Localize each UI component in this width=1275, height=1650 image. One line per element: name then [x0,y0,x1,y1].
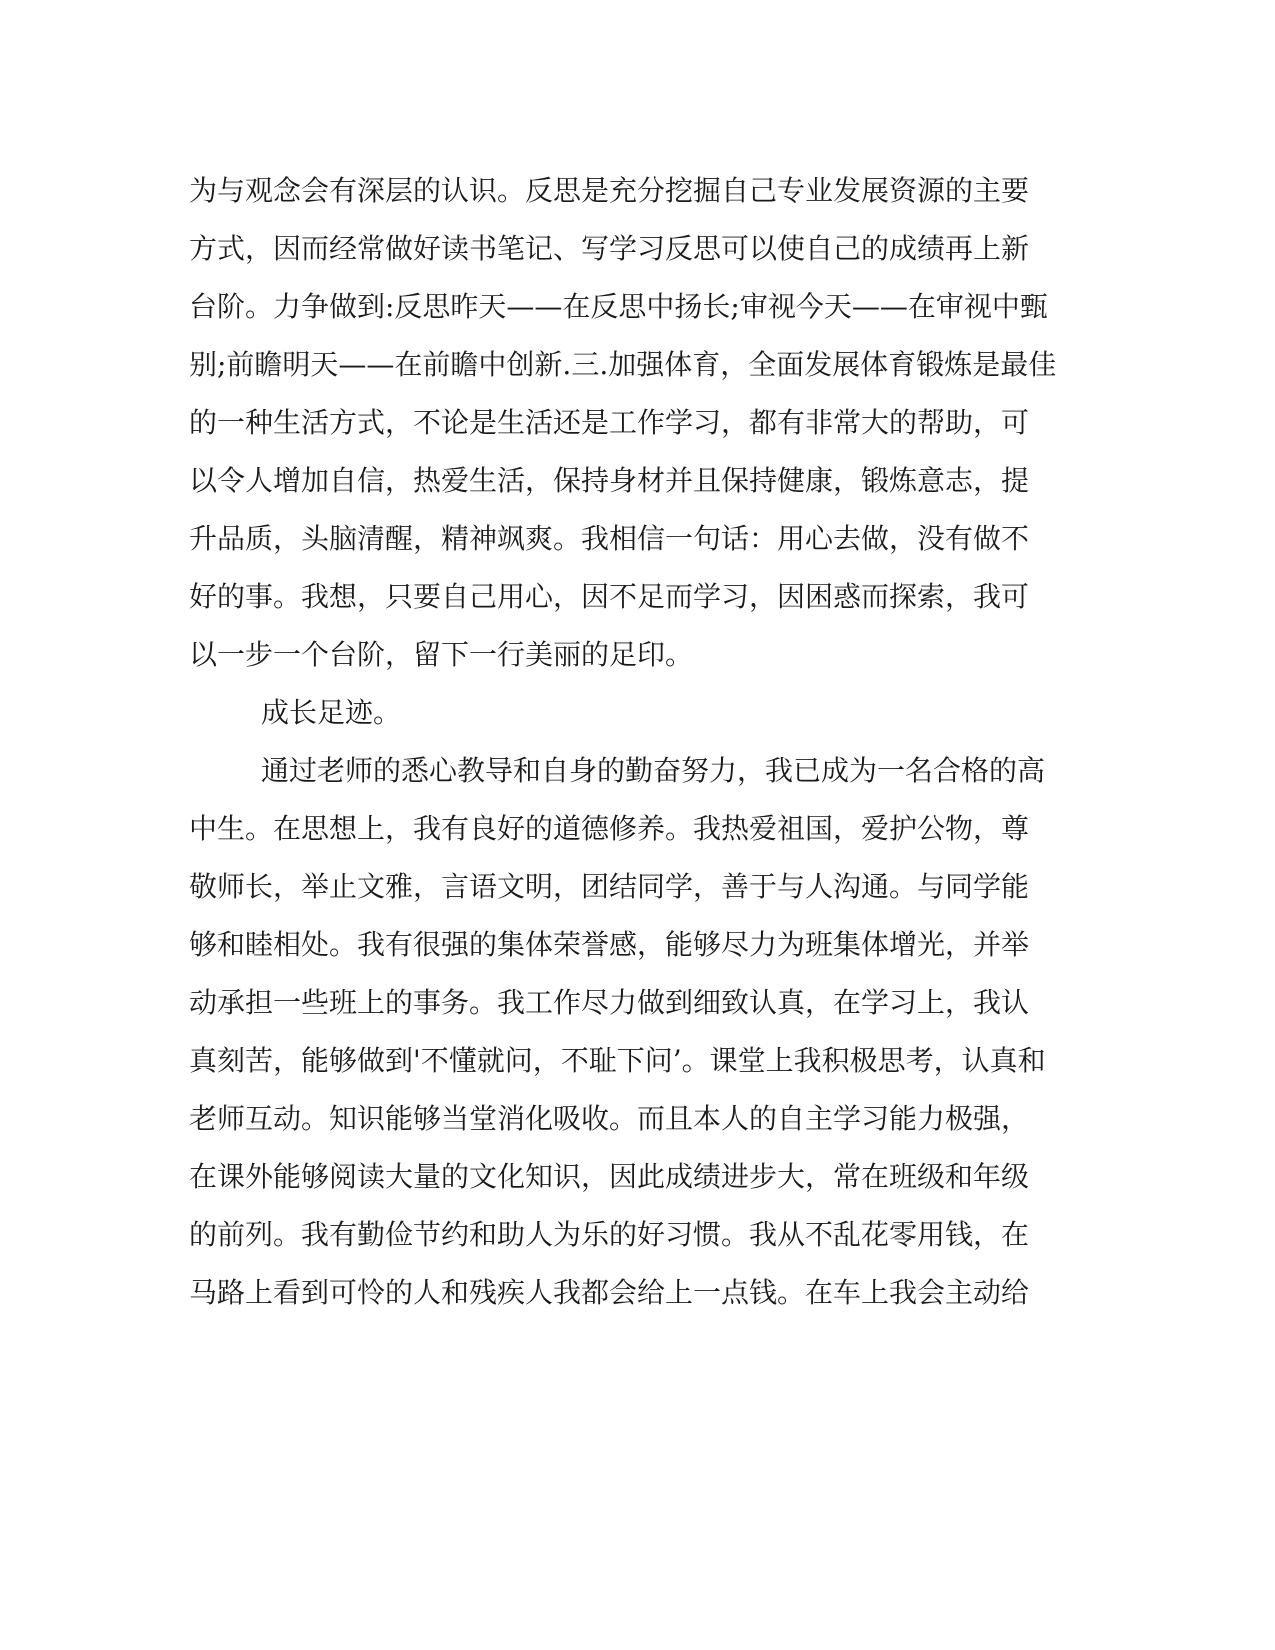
paragraph-line: 中生。在思想上，我有良好的道德修养。我热爱祖国，爱护公物，尊 [189,812,1030,845]
paragraph-line: 马路上看到可怜的人和残疾人我都会给上一点钱。在车上我会主动给 [189,1276,1030,1309]
paragraph-line: 的前列。我有勤俭节约和助人为乐的好习惯。我从不乱花零用钱，在 [189,1218,1030,1251]
paragraph-line: 敬师长，举止文雅，言语文明，团结同学，善于与人沟通。与同学能 [189,870,1030,903]
section-heading: 成长足迹。 [261,696,402,729]
paragraph-line: 方式，因而经常做好读书笔记、写学习反思可以使自己的成绩再上新 [189,232,1030,265]
paragraph-line: 通过老师的悉心教导和自身的勤奋努力，我已成为一名合格的高 [261,754,1046,787]
paragraph-line: 别;前瞻明天——在前瞻中创新.三.加强体育，全面发展体育锻炼是最佳 [189,348,1057,381]
paragraph-line: 升品质，头脑清醒，精神飒爽。我相信一句话：用心去做，没有做不 [189,522,1030,555]
paragraph-line: 台阶。力争做到:反思昨天——在反思中扬长;审视今天——在审视中甄 [189,290,1048,323]
document-body [189,162,1089,1322]
paragraph-line: 好的事。我想，只要自己用心，因不足而学习，因困惑而探索，我可 [189,580,1030,613]
paragraph-line: 老师互动。知识能够当堂消化吸收。而且本人的自主学习能力极强， [189,1102,1030,1135]
paragraph-line: 以一步一个台阶，留下一行美丽的足印。 [189,638,694,671]
paragraph-line: 在课外能够阅读大量的文化知识，因此成绩进步大，常在班级和年级 [189,1160,1030,1193]
paragraph-line: 为与观念会有深层的认识。反思是充分挖掘自己专业发展资源的主要 [189,174,1030,207]
paragraph-line: 真刻苦，能够做到'不懂就问，不耻下问’。课堂上我积极思考，认真和 [189,1044,1046,1077]
paragraph-line: 以令人增加自信，热爱生活，保持身材并且保持健康，锻炼意志，提 [189,464,1030,497]
paragraph-line: 的一种生活方式，不论是生活还是工作学习，都有非常大的帮助，可 [189,406,1030,439]
paragraph-line: 够和睦相处。我有很强的集体荣誉感，能够尽力为班集体增光，并举 [189,928,1030,961]
paragraph-line: 动承担一些班上的事务。我工作尽力做到细致认真，在学习上，我认 [189,986,1030,1019]
